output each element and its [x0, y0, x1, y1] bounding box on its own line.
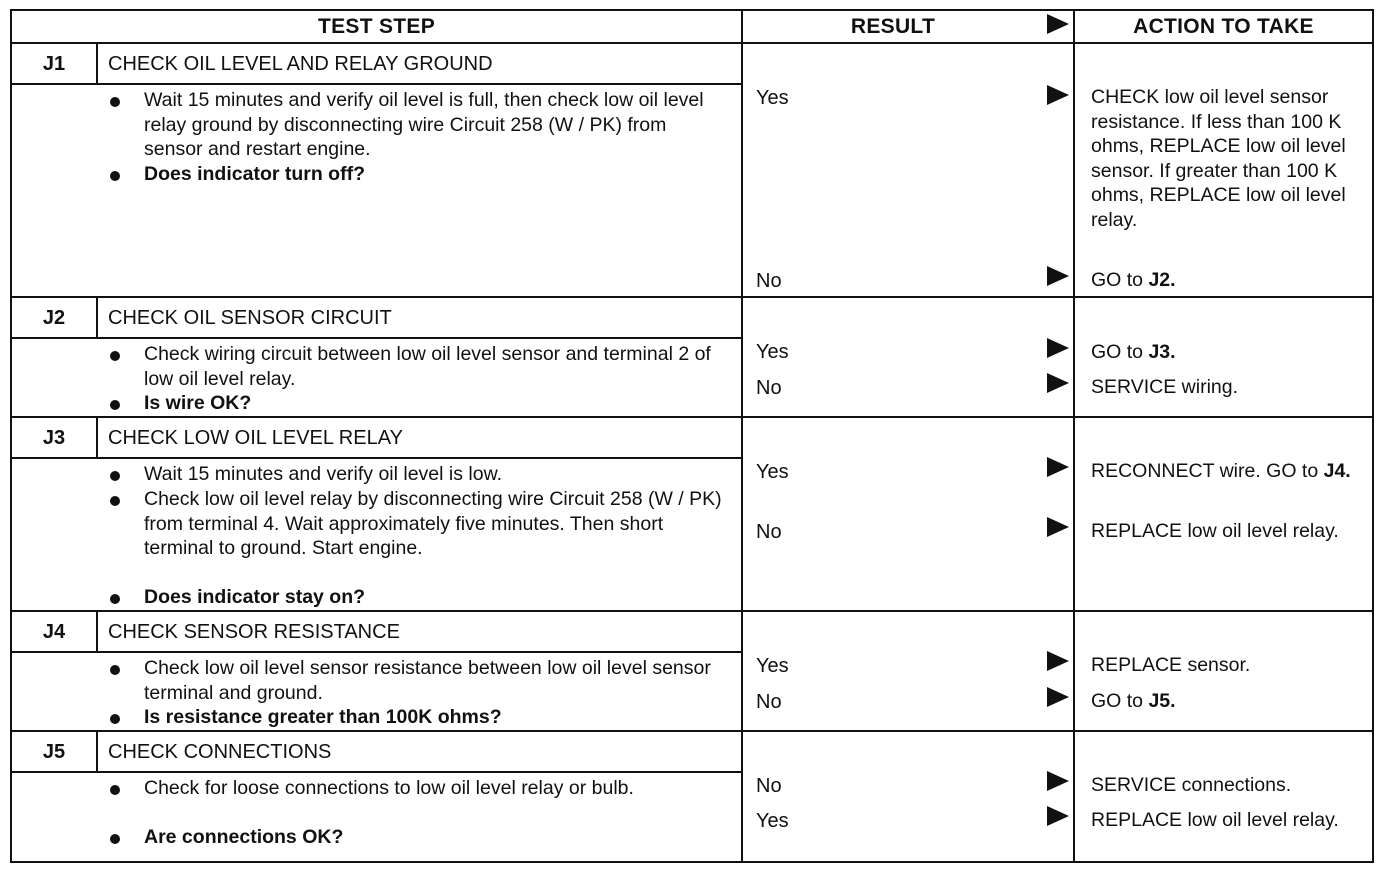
step-title: CHECK SENSOR RESISTANCE — [108, 621, 400, 643]
header-test-step: TEST STEP — [317, 15, 436, 38]
result-label: Yes — [756, 810, 789, 832]
result-label: No — [756, 775, 782, 797]
result-label: No — [756, 691, 782, 713]
step-question: Is wire OK? — [110, 391, 730, 416]
step-bullet: Check low oil level sensor resistance between low oil level sensor terminal and ground. — [110, 656, 730, 705]
bullet-icon — [110, 351, 120, 361]
action-text: GO to J5. — [1091, 690, 1176, 712]
header-result: RESULT — [850, 15, 936, 38]
action-text: REPLACE low oil level relay. — [1091, 520, 1339, 542]
step-id: J1 — [42, 53, 66, 75]
step-id: J4 — [42, 621, 66, 643]
bullet-icon — [110, 171, 120, 181]
result-label: Yes — [756, 655, 789, 677]
bullet-icon — [110, 714, 120, 724]
step-title: CHECK OIL LEVEL AND RELAY GROUND — [108, 53, 493, 75]
header-action: ACTION TO TAKE — [1133, 15, 1314, 38]
diagnostic-table — [10, 9, 1374, 863]
step-question: Is resistance greater than 100K ohms? — [110, 705, 730, 730]
action-text: RECONNECT wire. GO to J4. — [1091, 460, 1351, 482]
step-id: J3 — [42, 427, 66, 449]
bullet-icon — [110, 496, 120, 506]
bullet-icon — [110, 665, 120, 675]
action-text: GO to J3. — [1091, 341, 1176, 363]
action-text: GO to J2. — [1091, 269, 1176, 291]
step-title: CHECK CONNECTIONS — [108, 741, 332, 763]
bullet-icon — [110, 97, 120, 107]
goto-step: J2. — [1148, 269, 1176, 291]
goto-step: J4. — [1323, 460, 1351, 482]
result-label: Yes — [756, 341, 789, 363]
arrow-right-icon — [1047, 517, 1069, 537]
step-question: Are connections OK? — [110, 825, 730, 850]
arrow-right-icon — [1047, 373, 1069, 393]
bullet-icon — [110, 400, 120, 410]
bullet-icon — [110, 834, 120, 844]
goto-step: J3. — [1148, 341, 1176, 363]
step-bullet: Check wiring circuit between low oil level sensor and terminal 2 of low oil level relay. — [110, 342, 730, 391]
action-text: SERVICE wiring. — [1091, 376, 1239, 398]
result-label: No — [756, 270, 782, 292]
step-bullet: Wait 15 minutes and verify oil level is low. — [110, 462, 730, 487]
step-question: Does indicator turn off? — [110, 162, 730, 187]
bullet-icon — [110, 785, 120, 795]
step-bullet: Wait 15 minutes and verify oil level is full, then check low oil level relay ground by disconnecting wire Circuit 258 (W / PK) from sensor and restart engine. — [110, 88, 730, 162]
arrow-right-icon — [1047, 266, 1069, 286]
arrow-right-icon — [1047, 806, 1069, 826]
arrow-right-icon — [1047, 457, 1069, 477]
result-label: Yes — [756, 461, 789, 483]
action-text: SERVICE connections. — [1091, 774, 1292, 796]
result-label: Yes — [756, 87, 789, 109]
action-text: REPLACE low oil level relay. — [1091, 809, 1339, 831]
header-arrow-icon — [1047, 14, 1069, 34]
step-title: CHECK LOW OIL LEVEL RELAY — [108, 427, 403, 449]
action-text: REPLACE sensor. — [1091, 654, 1251, 676]
result-label: No — [756, 377, 782, 399]
arrow-right-icon — [1047, 651, 1069, 671]
bullet-icon — [110, 471, 120, 481]
bullet-icon — [110, 594, 120, 604]
result-label: No — [756, 521, 782, 543]
action-text: CHECK low oil level sensor resistance. If less than 100 K ohms, REPLACE low oil level sensor. If greater than 100 K ohms, REPLACE low oil level relay. — [1091, 86, 1346, 231]
arrow-right-icon — [1047, 687, 1069, 707]
step-bullet: Check for loose connections to low oil level relay or bulb. — [110, 776, 730, 801]
step-id: J5 — [42, 741, 66, 763]
arrow-right-icon — [1047, 771, 1069, 791]
arrow-right-icon — [1047, 338, 1069, 358]
goto-step: J5. — [1148, 690, 1176, 712]
step-bullet: Check low oil level relay by disconnecting wire Circuit 258 (W / PK) from terminal 4. Wait approximately five minutes. Then short terminal to ground. Start engine. — [110, 487, 730, 561]
arrow-right-icon — [1047, 85, 1069, 105]
step-question: Does indicator stay on? — [110, 585, 730, 610]
step-title: CHECK OIL SENSOR CIRCUIT — [108, 307, 392, 329]
step-id: J2 — [42, 307, 66, 329]
